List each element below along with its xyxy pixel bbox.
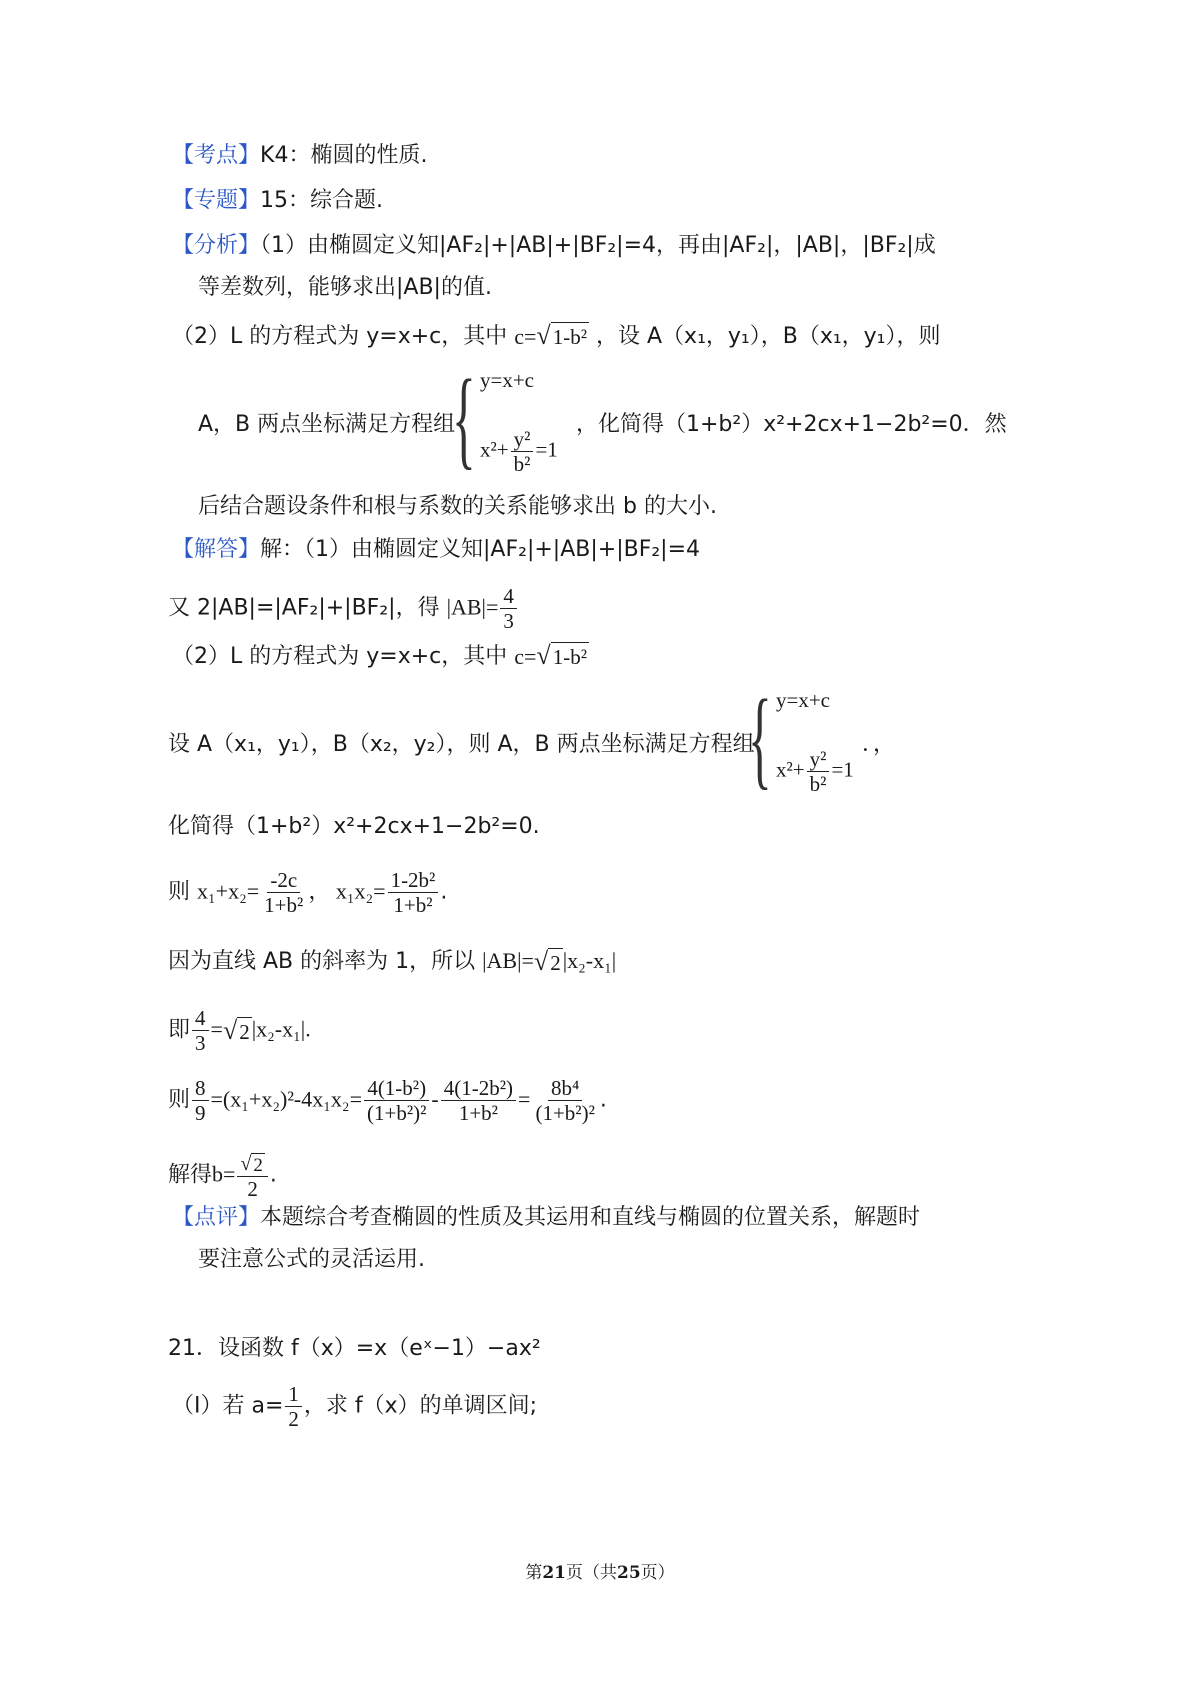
sqrt-sign: √	[533, 947, 549, 976]
frac-num	[237, 1150, 267, 1177]
jieda-sys-frac	[807, 747, 830, 796]
frac-result	[532, 1076, 597, 1125]
jieda-line-4-lead: 设 A（x₁，y₁），B（x₂，y₂），则 A，B 两点坐标满足方程组	[168, 732, 755, 757]
sqrt-sign: √	[240, 1152, 252, 1175]
jieda-system-row-2	[776, 747, 854, 796]
abs-ab: |AB|=	[446, 594, 499, 620]
sqrt-sign: √	[536, 641, 551, 670]
frac-den: 1+b²	[393, 893, 433, 917]
frac-4-3	[192, 1006, 209, 1055]
frac-den: 3	[195, 1031, 206, 1055]
jieda-c-label: c=	[514, 644, 537, 669]
jieda-text-2: 又 2|AB|=|AF₂|+|BF₂|，得	[168, 595, 440, 621]
jieda-text-6: 则	[168, 879, 191, 905]
jieda-system-rows	[776, 688, 854, 796]
jieda-text-8: 即	[168, 1017, 191, 1043]
fenxi-text-1: （1）由椭圆定义知|AF₂|+|AB|+|BF₂|=4，再由|AF₂|，|AB|，|BF₂|成	[260, 233, 936, 258]
fenxi-system-row-2	[480, 427, 558, 476]
fenxi-system-row-1: y=x+c	[480, 368, 535, 392]
radicand: 2	[548, 948, 563, 976]
radicand: 2	[253, 1154, 263, 1176]
frac-1-2	[285, 1382, 302, 1431]
jieda-line-9	[168, 1076, 607, 1125]
abs-ab-eq: |AB|=	[482, 948, 534, 973]
fenxi-line-5: 后结合题设条件和根与系数的关系能够求出 b 的大小.	[198, 494, 717, 519]
frac-num: 1-2b²	[388, 868, 439, 893]
q21-text-2a: （Ⅰ）若 a=	[172, 1393, 284, 1419]
dianping-line-1	[172, 1203, 920, 1233]
frac-num: 8	[192, 1076, 209, 1101]
frac-num: y²	[511, 427, 534, 452]
jieda-text-7: 因为直线 AB 的斜率为 1，所以	[168, 949, 476, 974]
jieda-line-1	[172, 535, 700, 565]
sum-roots: x₁+x₂=	[197, 878, 260, 904]
fenxi-equation-system	[452, 357, 558, 479]
footer-post: 页）	[640, 1563, 675, 1583]
fenxi-line-3	[172, 322, 941, 352]
expansion: =(x₁+x₂)²-4x₁x₂=	[210, 1086, 362, 1112]
equals: =	[518, 1086, 531, 1112]
jieda-tag: 【解答】	[172, 537, 261, 562]
jieda-line-10	[168, 1150, 277, 1201]
fenxi-line-2: 等差数列，能够求出|AB|的值.	[198, 275, 492, 300]
frac-den: 9	[195, 1101, 206, 1125]
frac-term-1	[364, 1076, 429, 1125]
frac-den: 2	[247, 1176, 258, 1201]
fenxi-line-4-tail: ，化简得（1+b²）x²+2cx+1−2b²=0．然	[576, 412, 1007, 437]
page-footer	[0, 1558, 1200, 1583]
jieda-line-8	[168, 1006, 311, 1055]
fenxi-sys-eq1: =1	[535, 437, 558, 462]
frac-num: 4(1-2b²)	[441, 1076, 516, 1101]
jieda-text-9: 则	[168, 1087, 191, 1113]
frac-den: 1+b²	[264, 893, 304, 917]
jieda-equation-system	[748, 677, 854, 799]
frac-num: 8b⁴	[548, 1076, 582, 1101]
frac-product	[388, 868, 439, 917]
period: .	[440, 879, 448, 905]
b-eq: b=	[212, 1161, 236, 1187]
frac-den: (1+b²)²	[367, 1101, 427, 1125]
dianping-text-1: 本题综合考查椭圆的性质及其运用和直线与椭圆的位置关系，解题时	[260, 1205, 921, 1230]
sqrt-2	[240, 1153, 264, 1176]
frac-den: (1+b²)²	[535, 1101, 595, 1125]
fenxi-text-3b: ，设 A（x₁，y₁），B（x₁，y₁），则	[596, 324, 941, 349]
frac-8-9	[192, 1076, 209, 1125]
fenxi-tag: 【分析】	[172, 233, 261, 258]
jieda-line-7	[168, 946, 616, 977]
abs-diff: |x₂-x₁|	[562, 948, 617, 973]
frac-num: 4	[192, 1006, 209, 1031]
fenxi-text-3a: （2）L 的方程式为 y=x+c，其中	[172, 324, 508, 349]
frac-num: y²	[807, 747, 830, 772]
zhuanti-text: 15：综合题.	[260, 188, 384, 213]
minus: -	[431, 1086, 439, 1112]
frac-den: 1+b²	[458, 1101, 498, 1125]
period: .	[269, 1162, 277, 1188]
question-21-line-1: 21．设函数 f（x）=x（eˣ−1）−ax²	[168, 1336, 541, 1361]
jieda-text-1: 解：（1）由椭圆定义知|AF₂|+|AB|+|BF₂|=4	[260, 537, 701, 562]
frac-num: 1	[285, 1382, 302, 1407]
jieda-line-4-tail: ．，	[862, 732, 896, 757]
question-21-line-2	[172, 1382, 537, 1431]
jieda-sys-x2: x²+	[776, 757, 805, 782]
frac-den: b²	[513, 452, 531, 476]
sqrt-2	[223, 1017, 252, 1045]
abs-diff: |x₂-x₁|.	[251, 1016, 311, 1042]
period: .	[599, 1087, 607, 1113]
fenxi-c-label: c=	[514, 324, 537, 349]
frac-den: b²	[809, 772, 827, 796]
fenxi-line-4-lead: A，B 两点坐标满足方程组	[198, 412, 456, 437]
kaodian-tag: 【考点】	[172, 143, 261, 168]
zhuanti-tag: 【专题】	[172, 188, 261, 213]
dianping-tag: 【点评】	[172, 1205, 261, 1230]
fenxi-sys-frac	[511, 427, 534, 476]
jieda-system-row-1: y=x+c	[776, 688, 831, 712]
jieda-c-sqrt	[514, 642, 589, 672]
footer-mid: 页（共	[566, 1563, 617, 1583]
left-brace: {	[452, 357, 476, 479]
jieda-line-2	[168, 584, 519, 633]
jieda-sys-eq1: =1	[831, 757, 854, 782]
sqrt-2	[534, 948, 563, 976]
jieda-line-5: 化简得（1+b²）x²+2cx+1−2b²=0.	[168, 814, 540, 839]
frac-term-2	[441, 1076, 516, 1125]
frac-b-value	[237, 1150, 267, 1201]
fenxi-system-rows	[480, 368, 558, 476]
sqrt-sign: √	[536, 321, 551, 350]
fenxi-line-1	[172, 231, 936, 261]
footer-total-pages: 25	[617, 1563, 641, 1583]
fenxi-radicand: 1-b²	[551, 322, 589, 352]
equals: =	[210, 1016, 223, 1042]
sqrt-sign: √	[222, 1015, 238, 1045]
jieda-radicand: 1-b²	[551, 642, 589, 672]
jieda-text-3: （2）L 的方程式为 y=x+c，其中	[172, 644, 508, 669]
radicand: 2	[237, 1017, 252, 1045]
kaodian-line	[172, 141, 427, 171]
frac-den: 2	[288, 1407, 299, 1431]
kaodian-text: K4：椭圆的性质.	[260, 143, 428, 168]
left-brace: {	[748, 677, 772, 799]
footer-page-number: 21	[542, 1563, 566, 1583]
product-roots: ， x₁x₂=	[308, 878, 386, 904]
dianping-line-2: 要注意公式的灵活运用.	[198, 1247, 425, 1272]
frac-sum	[261, 868, 306, 917]
fenxi-sys-x2: x²+	[480, 437, 509, 462]
q21-text-2b: ，求 f（x）的单调区间;	[303, 1393, 538, 1419]
frac-num: 4(1-b²)	[364, 1076, 429, 1101]
jieda-line-6	[168, 868, 447, 917]
zhuanti-line	[172, 186, 383, 216]
fenxi-c-sqrt	[514, 322, 589, 352]
jieda-text-10: 解得	[168, 1162, 213, 1188]
frac-4-3	[500, 584, 517, 633]
jieda-line-3	[172, 642, 589, 672]
frac-num: -2c	[267, 868, 300, 893]
footer-pre: 第	[525, 1563, 543, 1583]
frac-den: 3	[503, 609, 514, 633]
frac-num: 4	[500, 584, 517, 609]
